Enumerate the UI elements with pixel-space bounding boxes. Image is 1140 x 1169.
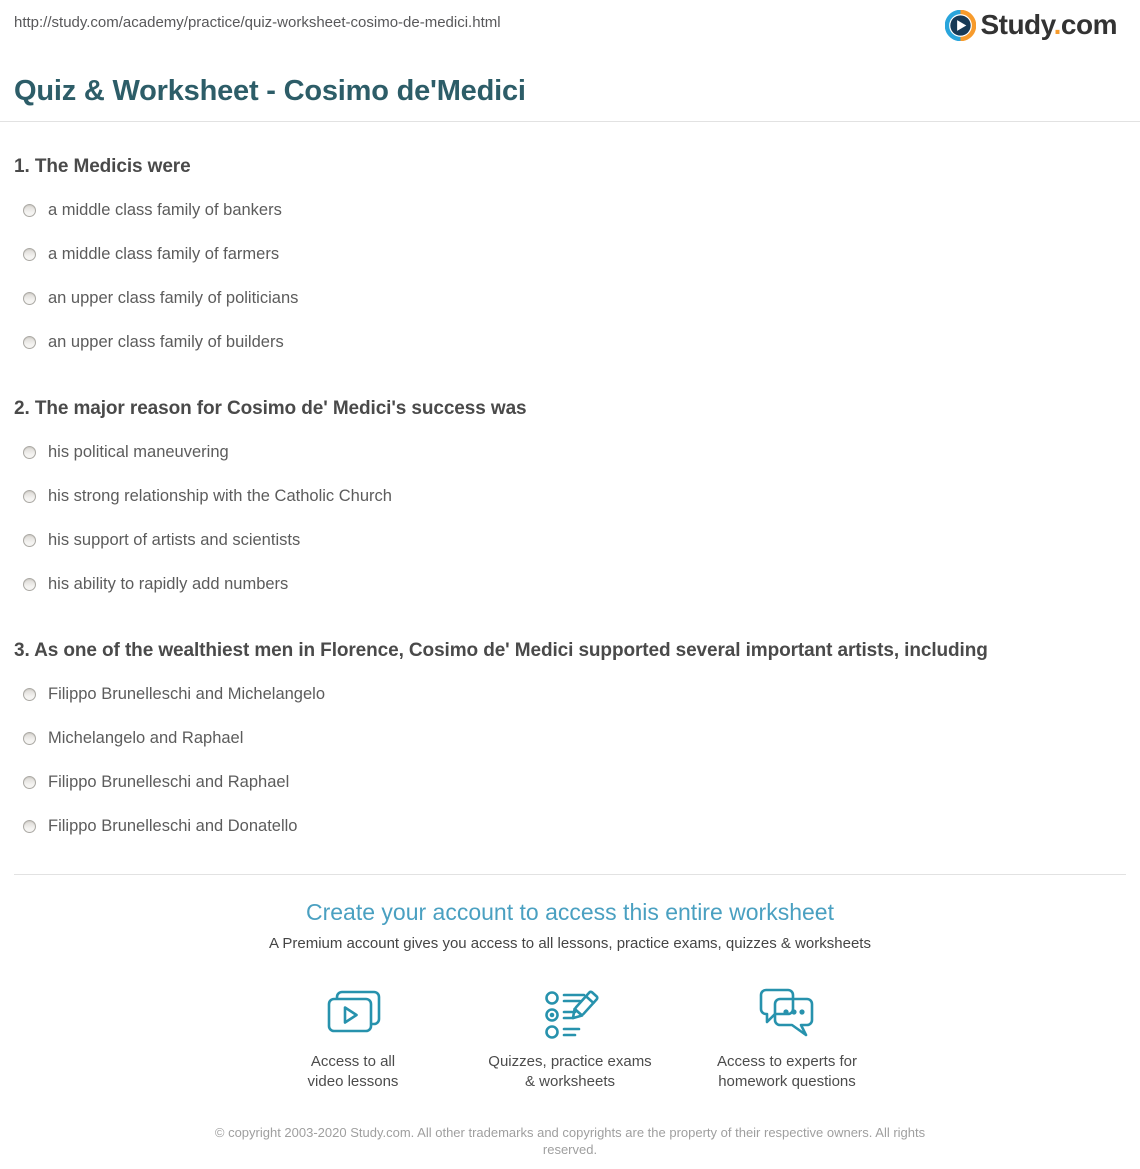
feature-homework-experts (687, 987, 887, 1092)
question-2-option-4[interactable] (14, 562, 1126, 606)
radio-button[interactable] (23, 204, 36, 217)
question-2-heading: 2. The major reason for Cosimo de' Medici's success was (14, 398, 527, 419)
question-3-heading: 3. As one of the wealthiest men in Florence, Cosimo de' Medici supported several important artists, including (14, 640, 988, 661)
radio-button[interactable] (23, 688, 36, 701)
radio-button[interactable] (23, 446, 36, 459)
question-1-option-4[interactable] (14, 320, 1126, 364)
option-label[interactable]: an upper class family of builders (48, 332, 284, 351)
radio-button[interactable] (23, 292, 36, 305)
question-1-heading: 1. The Medicis were (14, 156, 191, 177)
signup-section (0, 899, 1140, 1158)
feature-video-lessons (253, 987, 453, 1092)
create-account-link[interactable]: Create your account to access this entire worksheet (306, 899, 834, 925)
question-2 (14, 398, 1126, 606)
footer-divider (14, 874, 1126, 875)
video-lessons-icon (253, 987, 453, 1043)
studycom-logo[interactable] (945, 9, 1117, 41)
radio-button[interactable] (23, 336, 36, 349)
radio-button[interactable] (23, 776, 36, 789)
option-label[interactable]: his support of artists and scientists (48, 530, 301, 549)
question-3-option-3[interactable] (14, 760, 1126, 804)
page-title: Quiz & Worksheet - Cosimo de'Medici (14, 75, 526, 107)
question-1 (14, 156, 1126, 364)
question-2-option-2[interactable] (14, 474, 1126, 518)
radio-button[interactable] (23, 578, 36, 591)
studycom-logo-icon (945, 10, 976, 41)
question-1-option-3[interactable] (14, 276, 1126, 320)
option-label[interactable]: his strong relationship with the Catholic Church (48, 486, 392, 505)
option-label[interactable]: his ability to rapidly add numbers (48, 574, 289, 593)
quizzes-worksheets-icon (470, 987, 670, 1043)
experts-chat-icon (687, 987, 887, 1043)
title-divider (0, 121, 1140, 122)
feature-label: Quizzes, practice exams & worksheets (488, 1053, 652, 1090)
question-3-option-4[interactable] (14, 804, 1126, 848)
feature-label: Access to all video lessons (307, 1053, 399, 1090)
question-1-option-2[interactable] (14, 232, 1126, 276)
radio-button[interactable] (23, 820, 36, 833)
top-bar (0, 0, 1140, 50)
radio-button[interactable] (23, 248, 36, 261)
option-label[interactable]: his political maneuvering (48, 442, 229, 461)
question-2-option-1[interactable] (14, 430, 1126, 474)
option-label[interactable]: an upper class family of politicians (48, 288, 299, 307)
question-2-option-3[interactable] (14, 518, 1126, 562)
question-3 (14, 640, 1126, 848)
page-url: http://study.com/academy/practice/quiz-worksheet-cosimo-de-medici.html (14, 14, 501, 31)
feature-label: Access to experts for homework questions (716, 1053, 858, 1090)
quiz-body (0, 156, 1140, 848)
premium-subheading: A Premium account gives you access to all lessons, practice exams, quizzes & worksheets (269, 935, 871, 952)
option-label[interactable]: Filippo Brunelleschi and Michelangelo (48, 684, 325, 703)
features-row (0, 987, 1140, 1092)
radio-button[interactable] (23, 534, 36, 547)
option-label[interactable]: Filippo Brunelleschi and Donatello (48, 816, 298, 835)
option-label[interactable]: Michelangelo and Raphael (48, 728, 244, 747)
question-3-option-2[interactable] (14, 716, 1126, 760)
option-label[interactable]: a middle class family of bankers (48, 200, 282, 219)
studycom-logo-text: Study.com (980, 9, 1117, 40)
feature-quizzes-worksheets (470, 987, 670, 1092)
copyright-notice: © copyright 2003-2020 Study.com. All other trademarks and copyrights are the property of their respective owners. All rights reserved. (214, 1125, 926, 1157)
option-label[interactable]: a middle class family of farmers (48, 244, 280, 263)
question-1-option-1[interactable] (14, 188, 1126, 232)
radio-button[interactable] (23, 732, 36, 745)
question-3-option-1[interactable] (14, 672, 1126, 716)
radio-button[interactable] (23, 490, 36, 503)
option-label[interactable]: Filippo Brunelleschi and Raphael (48, 772, 290, 791)
